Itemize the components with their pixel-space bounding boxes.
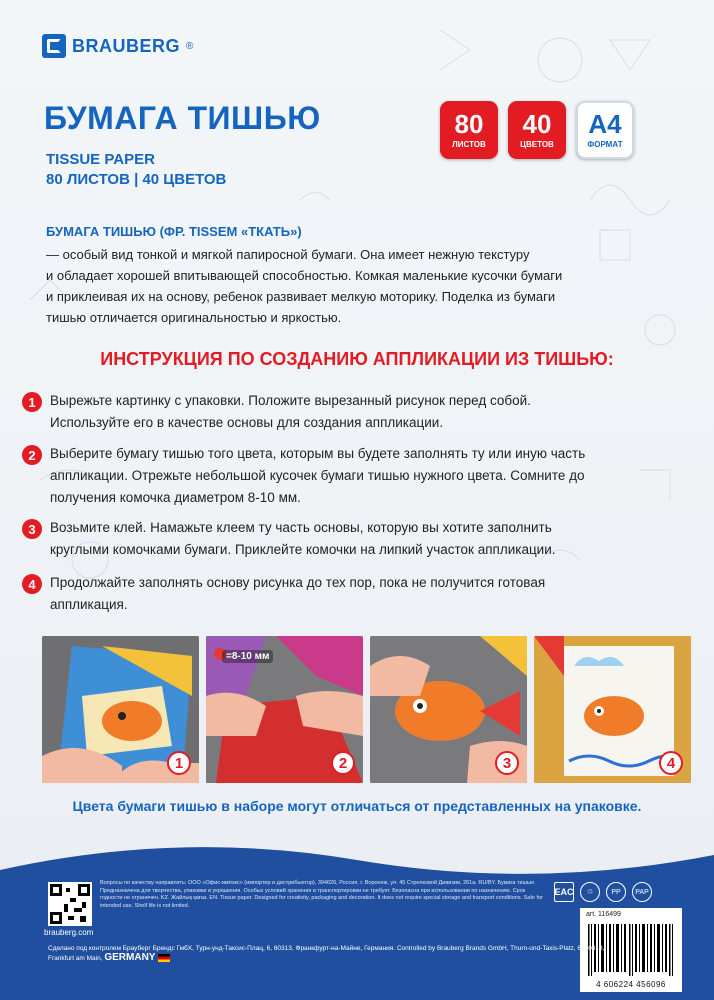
brand-logo-icon [42, 34, 66, 58]
instruction-step [22, 572, 682, 616]
photo-step-1 [42, 636, 199, 783]
badge-colors [508, 101, 566, 159]
description-line: и приклеивая их на основу, ребенок развивает мелкую моторику. Поделка из бумаги [46, 289, 556, 304]
badge-number: A4 [588, 109, 622, 139]
instruction-step [22, 517, 682, 561]
step-line: Возьмите клей. Намажьте клеем ту часть основы, которую вы хотите заполнить [50, 520, 552, 535]
barcode-number: 4 606224 456096 [596, 980, 666, 989]
product-subtitle-en: TISSUE PAPER [46, 151, 155, 168]
description-heading: БУМАГА ТИШЬЮ (ФР. TISSEM «ТКАТЬ») [46, 224, 302, 239]
photo-step-2 [206, 636, 363, 783]
pap-recycle-icon: PAP [632, 882, 652, 902]
photo-step-4 [534, 636, 691, 783]
step-line: получения комочка диаметром 8-10 мм. [50, 490, 301, 505]
brand-name: BRAUBERG [72, 35, 181, 56]
color-disclaimer: Цвета бумаги тишью в наборе могут отличаться от представленных на упаковке. [72, 798, 642, 814]
certification-marks [554, 882, 652, 902]
qr-caption: brauberg.com [44, 928, 94, 937]
legal-info: Вопросы по качеству направлять: ООО «Офис-импэкс» (импортер и дистрибьютор), 394026, Россия, г. Воронеж, ул. 45 Стрелковой Дивизии, 261а. RU/BY. Бумага тишью. Предназначена для творчества, упаковки и украшения. Особых условий хранения и транспортировки не требует. Безопасна при использовании по назначению. Срок годности не ограничен. KZ. Жайлық қағаз. EN. Tissue paper. Designed for creativity, packaging and decoration. It does not require special storage and transport conditions. Safe for intended use. Shelf life is not limited. [100, 880, 543, 909]
photo-number: 1 [167, 751, 191, 775]
description-text [46, 244, 686, 328]
step-text [50, 390, 531, 434]
badge-sheets [440, 101, 498, 159]
instruction-step [22, 443, 682, 509]
photo-number: 4 [659, 751, 683, 775]
article-number: art. 116499 [586, 911, 621, 918]
germany-flag-icon [158, 954, 170, 962]
step-number: 4 [22, 574, 42, 594]
step-number: 1 [22, 392, 42, 412]
badge-caption: ФОРМАТ [587, 140, 623, 149]
step-line: Выберите бумагу тишью того цвета, которым вы будете заполнять ту или иную часть [50, 446, 586, 461]
badge-caption: ЦВЕТОВ [520, 140, 554, 149]
step-text [50, 517, 556, 561]
brand-logo [42, 34, 193, 58]
diameter-label: =8-10 мм [222, 650, 273, 663]
badge-caption: ЛИСТОВ [452, 140, 486, 149]
product-count: 80 ЛИСТОВ | 40 ЦВЕТОВ [46, 171, 227, 188]
badge-number: 80 [454, 109, 484, 139]
step-line: круглыми комочками бумаги. Приклейте комочки на липкий участок аппликации. [50, 542, 556, 557]
step-text [50, 443, 585, 509]
step-number: 2 [22, 445, 42, 465]
step-line: Используйте его в качестве основы для создания аппликации. [50, 415, 444, 430]
description-line: и обладает хорошей впитывающей способностью. Комкая маленькие кусочки бумаги [46, 268, 563, 283]
qr-code[interactable] [48, 882, 92, 926]
instruction-step [22, 390, 682, 434]
recycle-icon: ♲ [580, 882, 600, 902]
step-line: Продолжайте заполнять основу рисунка до тех пор, пока не получится готовая [50, 575, 546, 590]
step-number: 3 [22, 519, 42, 539]
eac-icon: EAC [554, 882, 574, 902]
photo-number: 3 [495, 751, 519, 775]
badge-format [576, 101, 634, 159]
description-line: — особый вид тонкой и мягкой папиросной бумаги. Она имеет нежную текстуру [46, 247, 530, 262]
instructions-title: ИНСТРУКЦИЯ ПО СОЗДАНИЮ АППЛИКАЦИИ ИЗ ТИШЬЮ: [100, 349, 614, 369]
badge-number: 40 [522, 109, 552, 139]
step-text [50, 572, 545, 616]
instruction-photos [42, 636, 691, 783]
product-title: БУМАГА ТИШЬЮ [44, 100, 321, 136]
country-label: GERMANY [104, 952, 156, 963]
pp-recycle-icon: PP [606, 882, 626, 902]
step-line: Вырежьте картинку с упаковки. Положите вырезанный рисунок перед собой. [50, 393, 531, 408]
step-line: аппликации. Отрежьте небольшой кусочек бумаги тишью нужного цвета. Сомните до [50, 468, 585, 483]
photo-step-3 [370, 636, 527, 783]
photo-number: 2 [331, 751, 355, 775]
description-line: тишью отличается оригинальностью и яркостью. [46, 310, 342, 325]
registered-mark: ® [186, 40, 194, 52]
step-line: аппликация. [50, 597, 128, 612]
manufacturer-info [48, 944, 618, 963]
manufacturer-text: Сделано под контролем Брауберг Брендс ГмбХ, Турн-унд-Таксис-Плац, 6, 60313, Франкфурт-на-Майне, Германия. Controlled by Brauberg Brands GmbH, Thurn-und-Taxis-Platz, 6, 60313, Frankfurt am Main, [48, 945, 605, 962]
qr-code-icon [50, 884, 90, 924]
